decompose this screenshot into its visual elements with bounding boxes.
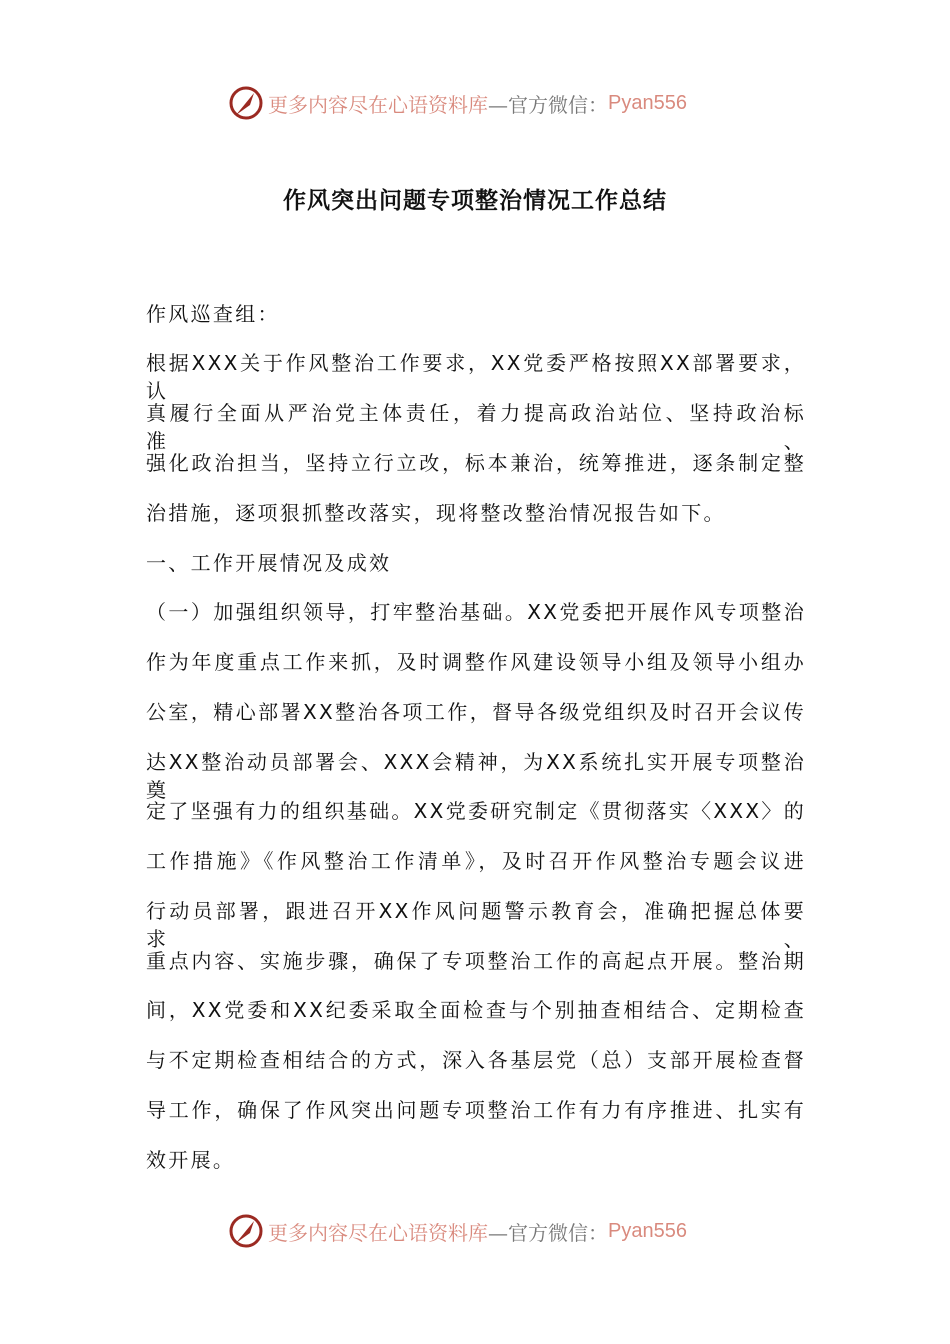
watermark-wechat-label: —官方微信： (488, 1220, 608, 1245)
salutation: 作风巡查组： (146, 302, 280, 326)
body-line: 公室，精心部署XX整治各项工作，督导各级党组织及时召开会议传 (146, 700, 806, 724)
watermark-wechat-id: Pyan556 (608, 1219, 687, 1242)
quill-logo-icon (228, 85, 264, 121)
body-line: 导工作，确保了作风突出问题专项整治工作有力有序推进、扎实有 (146, 1098, 806, 1122)
watermark-text: 更多内容尽在心语资料库 (268, 92, 488, 117)
body-line: 间，XX党委和XX纪委采取全面检查与个别抽查相结合、定期检查 (146, 998, 806, 1022)
body-line: 作为年度重点工作来抓，及时调整作风建设领导小组及领导小组办 (146, 650, 806, 674)
body-line: 强化政治担当，坚持立行立改，标本兼治，统筹推进，逐条制定整 (146, 451, 806, 475)
body-line: 与不定期检查相结合的方式，深入各基层党（总）支部开展检查督 (146, 1048, 806, 1072)
section-heading: 一、工作开展情况及成效 (146, 551, 392, 575)
body-line: 工作措施》《作风整治工作清单》，及时召开作风整治专题会议进 (146, 849, 806, 873)
watermark-wechat-label: —官方微信： (488, 92, 608, 117)
body-line: 行动员部署，跟进召开XX作风问题警示教育会，准确把握总体要求、 (146, 899, 806, 951)
body-line: 真履行全面从严治党主体责任，着力提高政治站位、坚持政治标准、 (146, 401, 806, 453)
body-line: 根据XXX关于作风整治工作要求，XX党委严格按照XX部署要求，认 (146, 351, 806, 403)
watermark-text: 更多内容尽在心语资料库 (268, 1220, 488, 1245)
document-title: 作风突出问题专项整治情况工作总结 (283, 188, 667, 214)
footer-watermark (228, 1211, 687, 1251)
body-line: 定了坚强有力的组织基础。XX党委研究制定《贯彻落实〈XXX〉的 (146, 799, 806, 823)
header-watermark (228, 83, 687, 123)
watermark-wechat-id: Pyan556 (608, 91, 687, 114)
body-line: 达XX整治动员部署会、XXX会精神，为XX系统扎实开展专项整治奠 (146, 750, 806, 802)
body-line: 治措施，逐项狠抓整改落实，现将整改整治情况报告如下。 (146, 501, 726, 525)
body-line: 效开展。 (146, 1148, 236, 1172)
body-line: 重点内容、实施步骤，确保了专项整治工作的高起点开展。整治期 (146, 949, 806, 973)
body-line: （一）加强组织领导，打牢整治基础。XX党委把开展作风专项整治 (146, 600, 806, 624)
quill-logo-icon (228, 1213, 264, 1249)
